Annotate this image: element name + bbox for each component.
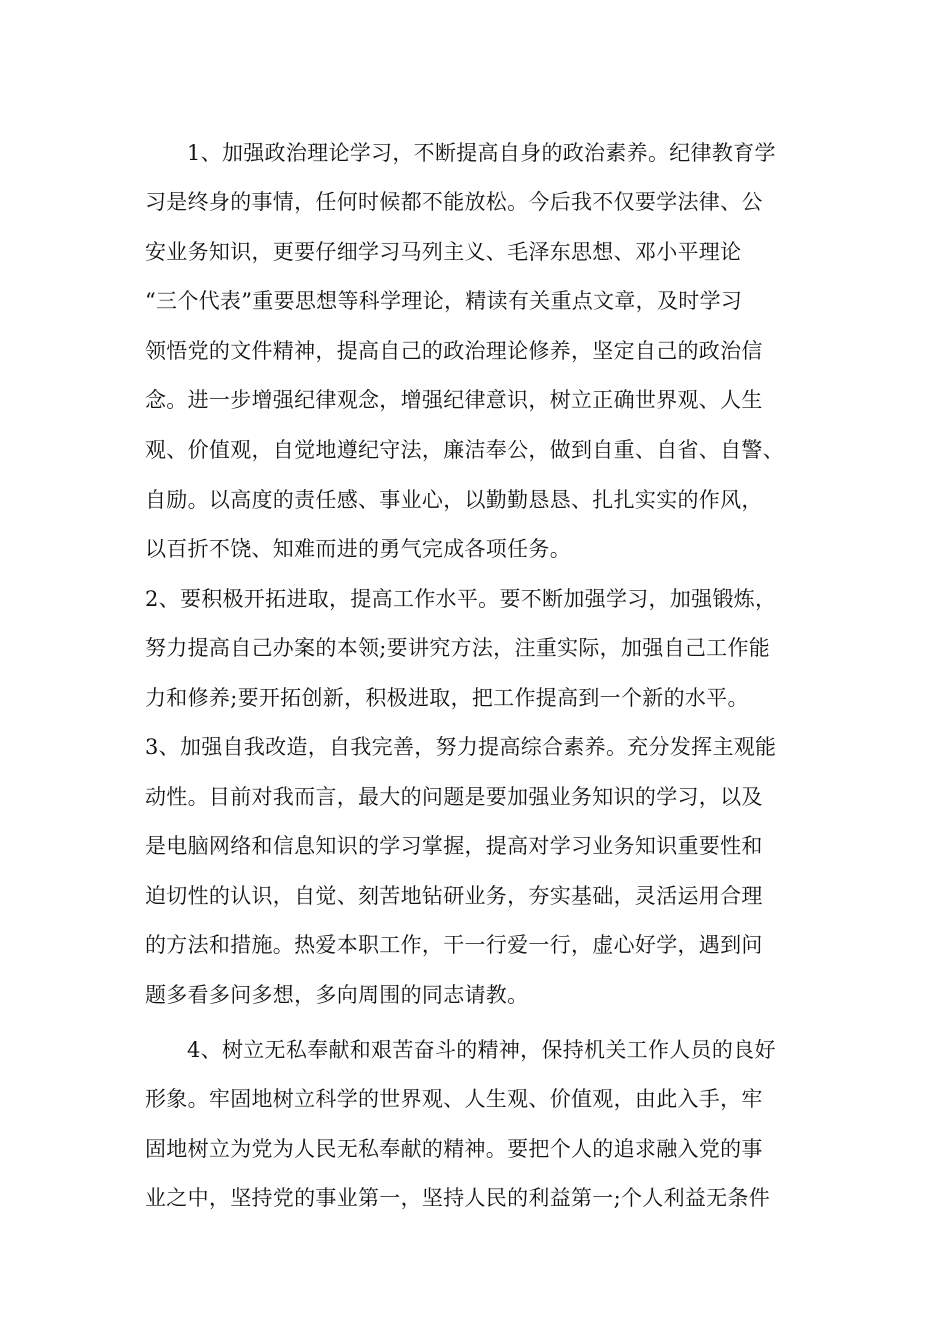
- text-line: 习是终身的事情，任何时候都不能放松。今后我不仅要学法律、公: [145, 190, 763, 214]
- text-line: 以百折不饶、知难而进的勇气完成各项任务。: [145, 537, 571, 561]
- text-line: 3、加强自我改造，自我完善，努力提高综合素养。充分发挥主观能: [145, 735, 777, 759]
- text-line: “三个代表”重要思想等科学理论，精读有关重点文章，及时学习: [145, 289, 743, 313]
- text-line: 固地树立为党为人民无私奉献的精神。要把个人的追求融入党的事: [145, 1137, 763, 1161]
- text-line: 念。进一步增强纪律观念，增强纪律意识，树立正确世界观、人生: [145, 388, 763, 412]
- text-line: 1、加强政治理论学习，不断提高自身的政治素养。纪律教育学: [187, 141, 776, 165]
- text-line: 观、价值观，自觉地遵纪守法，廉洁奉公，做到自重、自省、自警、: [145, 438, 784, 462]
- text-line: 努力提高自己办案的本领;要讲究方法，注重实际，加强自己工作能: [145, 636, 771, 660]
- text-line: 迫切性的认识，自觉、刻苦地钻研业务，夯实基础，灵活运用合理: [145, 884, 763, 908]
- text-line: 安业务知识，更要仔细学习马列主义、毛泽东思想、邓小平理论: [145, 240, 742, 264]
- text-line: 的方法和措施。热爱本职工作，干一行爱一行，虚心好学，遇到问: [145, 933, 763, 957]
- text-line: 2、要积极开拓进取，提高工作水平。要不断加强学习，加强锻炼，: [145, 587, 777, 611]
- text-line: 是电脑网络和信息知识的学习掌握，提高对学习业务知识重要性和: [145, 834, 763, 858]
- text-line: 业之中，坚持党的事业第一，坚持人民的利益第一;个人利益无条件: [145, 1186, 771, 1210]
- text-line: 领悟党的文件精神，提高自己的政治理论修养，坚定自己的政治信: [145, 339, 763, 363]
- text-line: 4、树立无私奉献和艰苦奋斗的精神，保持机关工作人员的良好: [187, 1038, 776, 1062]
- text-line: 题多看多问多想，多向周围的同志请教。: [145, 983, 529, 1007]
- text-line: 动性。目前对我而言，最大的问题是要加强业务知识的学习，以及: [145, 785, 763, 809]
- text-line: 自励。以高度的责任感、事业心，以勤勤恳恳、扎扎实实的作风，: [145, 488, 763, 512]
- text-line: 形象。牢固地树立科学的世界观、人生观、价值观，由此入手，牢: [145, 1087, 763, 1111]
- text-line: 力和修养;要开拓创新，积极进取，把工作提高到一个新的水平。: [145, 686, 749, 710]
